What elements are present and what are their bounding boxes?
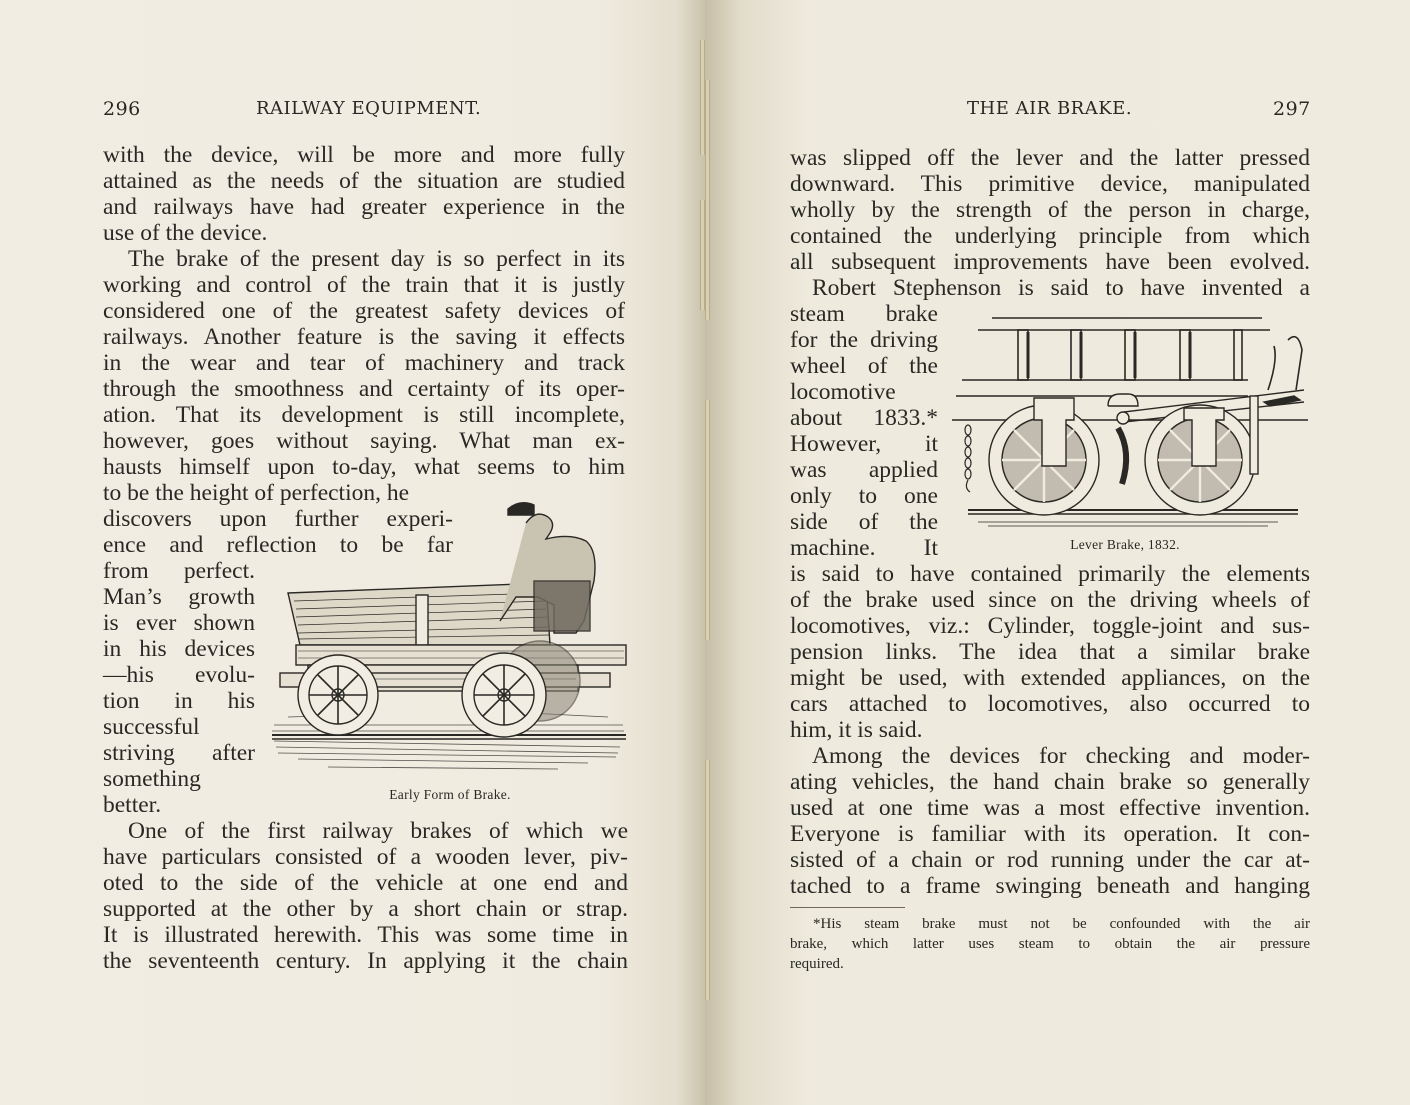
text-line: through the smoothness and certainty of its oper-: [103, 376, 625, 402]
running-head-right: THE AIR BRAKE.: [967, 98, 1133, 119]
footnote-line: brake, which latter uses steam to obtain the air pressure: [790, 936, 1310, 952]
text-line: —his evolu-: [103, 662, 255, 688]
binding-thread: [705, 80, 710, 320]
text-line: in the wear and tear of machinery and track: [103, 350, 625, 376]
text-line: attained as the needs of the situation are studied: [103, 168, 625, 194]
lever-brake-illustration: [948, 310, 1313, 535]
text-line: locomotives, viz.: Cylinder, toggle-joint and sus-: [790, 613, 1310, 639]
text-line: all subsequent improvements have been evolved.: [790, 249, 1310, 275]
text-line: him, it is said.: [790, 717, 923, 743]
text-line: about 1833.*: [790, 405, 938, 431]
text-line: working and control of the train that it is justly: [103, 272, 625, 298]
text-line: striving after: [103, 740, 255, 766]
footnote-divider: [790, 907, 905, 908]
text-line: It is illustrated herewith. This was some time in: [103, 922, 628, 948]
right-page: [705, 0, 1410, 1105]
text-line: from perfect.: [103, 558, 255, 584]
text-line: successful: [103, 714, 200, 740]
text-line: railways. Another feature is the saving it effects: [103, 324, 625, 350]
text-line: however, goes without saying. What man ex-: [103, 428, 625, 454]
text-line: considered one of the greatest safety devices of: [103, 298, 625, 324]
footnote-line: required.: [790, 956, 844, 972]
figure-caption-lever-brake: Lever Brake, 1832.: [1070, 537, 1180, 552]
text-line: the seventeenth century. In applying it the chain: [103, 948, 628, 974]
text-line: with the device, will be more and more fully: [103, 142, 625, 168]
text-line: was slipped off the lever and the latter pressed: [790, 145, 1310, 171]
text-line: wholly by the strength of the person in charge,: [790, 197, 1310, 223]
text-line: only to one: [790, 483, 938, 509]
text-line: ation. That its development is still incomplete,: [103, 402, 625, 428]
text-line: side of the: [790, 509, 938, 535]
text-line: Everyone is familiar with its operation. It con-: [790, 821, 1310, 847]
text-line: machine. It: [790, 535, 938, 561]
text-line: One of the first railway brakes of which we: [128, 818, 628, 844]
text-line: for the driving: [790, 327, 938, 353]
text-line: However, it: [790, 431, 938, 457]
text-line: ence and reflection to be far: [103, 532, 453, 558]
text-line: cars attached to locomotives, also occurred to: [790, 691, 1310, 717]
text-line: to be the height of perfection, he: [103, 480, 410, 506]
figure-caption-early-brake: Early Form of Brake.: [389, 787, 511, 802]
text-line: might be used, with extended appliances, on the: [790, 665, 1310, 691]
binding-thread: [705, 400, 710, 640]
text-line: and railways have had greater experience in the: [103, 194, 625, 220]
text-line: wheel of the: [790, 353, 938, 379]
text-line: better.: [103, 792, 162, 818]
text-line: was applied: [790, 457, 938, 483]
text-line: The brake of the present day is so perfect in its: [128, 246, 625, 272]
text-line: steam brake: [790, 301, 938, 327]
text-line: supported at the other by a short chain or strap.: [103, 896, 628, 922]
text-line: pension links. The idea that a similar brake: [790, 639, 1310, 665]
early-brake-illustration: [268, 495, 630, 785]
page-number-left: 296: [103, 98, 141, 120]
text-line: downward. This primitive device, manipulated: [790, 171, 1310, 197]
text-line: in his devices: [103, 636, 255, 662]
text-line: ating vehicles, the hand chain brake so generally: [790, 769, 1310, 795]
text-line: is said to have contained primarily the elements: [790, 561, 1310, 587]
text-line: is ever shown: [103, 610, 255, 636]
text-line: sisted of a chain or rod running under the car at-: [790, 847, 1310, 873]
text-line: of the brake used since on the driving wheels of: [790, 587, 1310, 613]
text-line: use of the device.: [103, 220, 268, 246]
text-line: contained the underlying principle from which: [790, 223, 1310, 249]
text-line: used at one time was a most effective invention.: [790, 795, 1310, 821]
page-number-right: 297: [1273, 98, 1311, 120]
text-line: discovers upon further experi-: [103, 506, 453, 532]
text-line: tion in his: [103, 688, 255, 714]
text-line: tached to a frame swinging beneath and hanging: [790, 873, 1310, 899]
text-line: have particulars consisted of a wooden lever, piv-: [103, 844, 628, 870]
text-line: Man’s growth: [103, 584, 255, 610]
text-line: hausts himself upon to-day, what seems to him: [103, 454, 625, 480]
text-line: something: [103, 766, 201, 792]
text-line: locomotive: [790, 379, 896, 405]
running-head-left: RAILWAY EQUIPMENT.: [256, 98, 482, 119]
text-line: Robert Stephenson is said to have invented a: [812, 275, 1310, 301]
binding-thread: [705, 760, 710, 1000]
footnote-line: *His steam brake must not be confounded with the air: [813, 916, 1310, 932]
text-line: oted to the side of the vehicle at one end and: [103, 870, 628, 896]
text-line: Among the devices for checking and moder-: [812, 743, 1310, 769]
